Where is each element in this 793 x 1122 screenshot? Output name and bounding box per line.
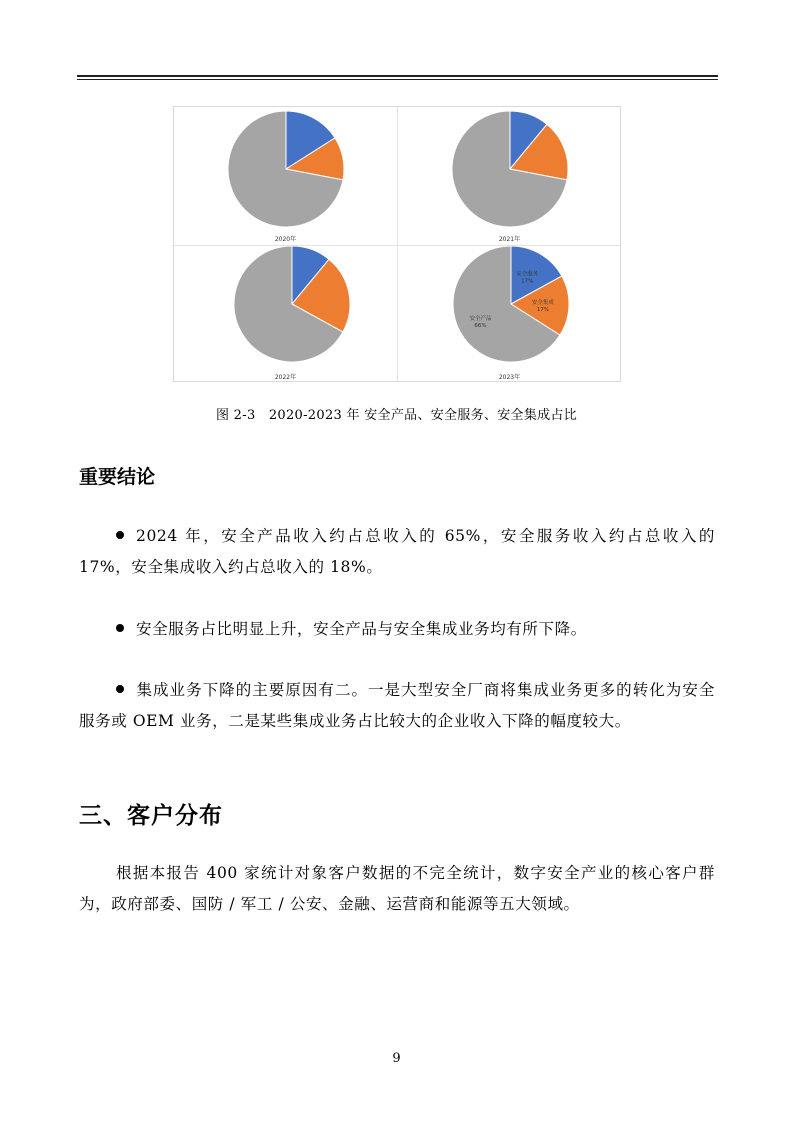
customers-paragraph: 根据本报告 400 家统计对象客户数据的不完全统计，数字安全产业的核心客户群为，政府部委、国防 / 军工 / 公安、金融、运营商和能源等五大领域。 <box>79 864 715 913</box>
bullet-icon <box>116 531 124 539</box>
figure-caption: 图 2-3 2020-2023 年 安全产品、安全服务、安全集成占比 <box>215 408 578 423</box>
bullet-icon <box>116 624 124 632</box>
pie-caption-2022: 2022年 <box>274 374 297 381</box>
pie-panel-2022 <box>174 246 397 383</box>
pie-value-label-product: 66% <box>474 322 487 329</box>
bullet-text: 集成业务下降的主要原因有二。一是大型安全厂商将集成业务更多的转化为安全服务或 OEM 业务，二是某些集成业务占比较大的企业收入下降的幅度较大。 <box>79 681 715 730</box>
pie-panel-2021 <box>398 107 621 244</box>
page-number: 9 <box>392 1051 401 1066</box>
pie-label-product: 安全产品 <box>469 315 492 322</box>
pie-label-service: 安全服务 <box>516 271 539 278</box>
pie-chart-2023 <box>398 246 621 383</box>
pie-caption-2020: 2020年 <box>274 236 297 243</box>
pie-chart-figure <box>173 106 621 382</box>
pie-chart-2022 <box>174 246 397 383</box>
pie-caption-2023: 2023年 <box>498 374 521 381</box>
pie-value-label-integration: 17% <box>536 307 550 314</box>
pie-chart-2020 <box>174 107 397 244</box>
bullet-icon <box>116 685 124 693</box>
pie-label-integration: 安全集成 <box>531 300 554 307</box>
bullet-text: 安全服务占比明显上升，安全产品与安全集成业务均有所下降。 <box>136 620 587 638</box>
conclusion-bullet <box>79 675 715 737</box>
pie-chart-2021 <box>398 107 621 244</box>
bullet-text: 2024 年，安全产品收入约占总收入的 65%，安全服务收入约占总收入的 17%，安全集成收入约占总收入的 18%。 <box>79 527 715 576</box>
pie-panel-2023 <box>398 246 621 383</box>
conclusion-bullet <box>79 614 715 645</box>
section-heading-customers: 三、客户分布 <box>79 803 223 829</box>
header-rule-thin <box>77 79 718 80</box>
pie-value-label-service: 17% <box>521 278 534 285</box>
pie-panel-2020 <box>174 107 397 244</box>
section-heading-conclusion: 重要结论 <box>79 466 156 488</box>
pie-caption-2021: 2021年 <box>498 236 521 243</box>
conclusion-bullet <box>79 521 715 583</box>
header-rule <box>77 75 718 77</box>
